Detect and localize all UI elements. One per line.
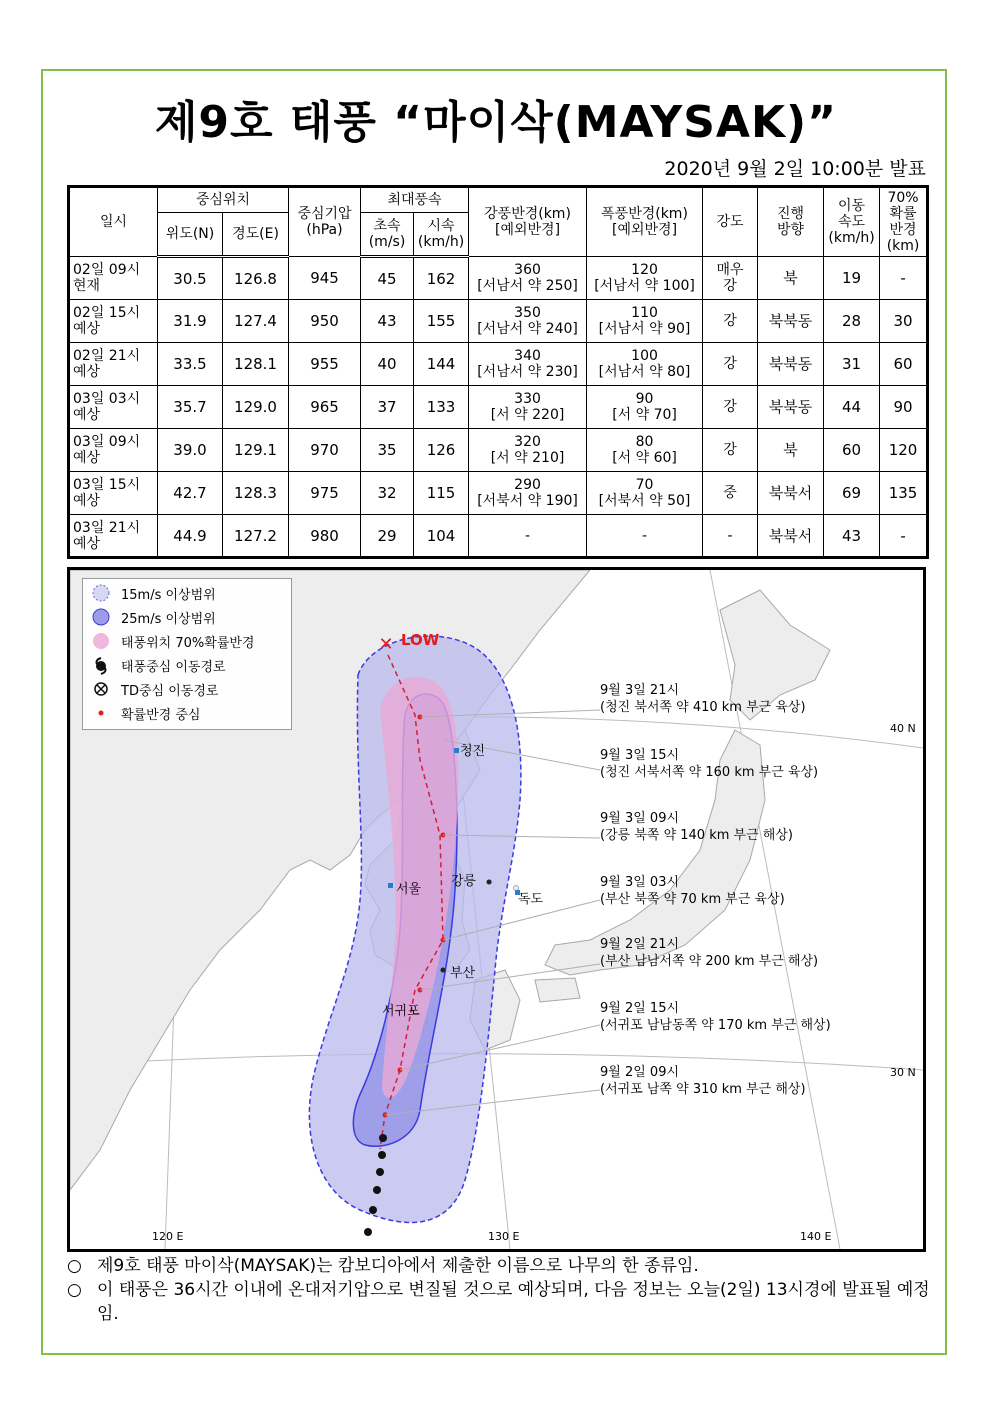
header-strong-radius: 강풍반경(km) [예외반경] <box>469 187 587 257</box>
header-kmh: 시속 (km/h) <box>414 213 469 257</box>
cell-dir: 북 <box>758 429 824 472</box>
track-callout <box>600 874 785 908</box>
legend-label: 25m/s 이상범위 <box>121 611 216 627</box>
bullet-circle-icon: ○ <box>67 1280 82 1300</box>
header-direction: 진행 방향 <box>758 187 824 257</box>
callout-desc: (서귀포 남쪽 약 310 km 부근 해상) <box>600 1082 806 1097</box>
cell-prob: 120 <box>880 429 928 472</box>
cell-time: 02일 09시 현재 <box>69 257 158 300</box>
track-callout <box>600 936 818 970</box>
typhoon-forecast-table <box>67 185 929 559</box>
header-storm-radius: 폭풍반경(km) [예외반경] <box>587 187 703 257</box>
legend-item <box>91 631 255 651</box>
cell-storm: 120 [서남서 약 100] <box>587 257 703 300</box>
axis-lon-120: 120 E <box>152 1230 184 1243</box>
callout-date: 9월 2일 09시 <box>600 1065 680 1080</box>
city-busan: 부산 <box>450 966 476 981</box>
header-pressure: 중심기압 (hPa) <box>289 187 361 257</box>
cell-lat: 31.9 <box>158 300 223 343</box>
header-center: 중심위치 <box>158 187 289 213</box>
header-prob: 70% 확률 반경 (km) <box>880 187 928 257</box>
callout-desc: (서귀포 남남동쪽 약 170 km 부근 해상) <box>600 1018 831 1033</box>
cell-storm: - <box>587 515 703 558</box>
cell-prob: - <box>880 257 928 300</box>
cell-strong: 330 [서 약 220] <box>469 386 587 429</box>
track-callout <box>600 1000 831 1034</box>
cell-kmh: 126 <box>414 429 469 472</box>
cell-storm: 80 [서 약 60] <box>587 429 703 472</box>
callout-desc: (청진 서북서쪽 약 160 km 부근 육상) <box>600 765 819 780</box>
cell-time: 03일 09시 예상 <box>69 429 158 472</box>
cell-lat: 42.7 <box>158 472 223 515</box>
cell-prob: 90 <box>880 386 928 429</box>
cell-dir: 북북동 <box>758 300 824 343</box>
cell-ms: 37 <box>361 386 414 429</box>
note-text: 제9호 태풍 마이삭(MAYSAK)는 캄보디아에서 제출한 이름으로 나무의 한 종류임. <box>97 1256 699 1276</box>
cell-hpa: 975 <box>289 472 361 515</box>
cell-kmh: 162 <box>414 257 469 300</box>
header-maxwind: 최대풍속 <box>361 187 469 213</box>
cell-time: 03일 03시 예상 <box>69 386 158 429</box>
callout-desc: (청진 북서쪽 약 410 km 부근 육상) <box>600 700 806 715</box>
cell-strong: 360 [서남서 약 250] <box>469 257 587 300</box>
cell-hpa: 955 <box>289 343 361 386</box>
legend-item <box>91 703 200 723</box>
cell-strong: 340 [서남서 약 230] <box>469 343 587 386</box>
legend-item <box>91 607 216 627</box>
typhoon-track-map <box>67 567 926 1252</box>
cell-lat: 39.0 <box>158 429 223 472</box>
cell-kmh: 115 <box>414 472 469 515</box>
cell-speed: 43 <box>824 515 880 558</box>
cell-hpa: 965 <box>289 386 361 429</box>
cell-lon: 128.3 <box>223 472 289 515</box>
cell-storm: 70 [서북서 약 50] <box>587 472 703 515</box>
cell-time: 03일 21시 예상 <box>69 515 158 558</box>
cell-intensity: - <box>703 515 758 558</box>
cell-lat: 44.9 <box>158 515 223 558</box>
cell-lon: 127.4 <box>223 300 289 343</box>
cell-prob: - <box>880 515 928 558</box>
city-dokdo: 독도 <box>518 892 544 907</box>
axis-lon-130: 130 E <box>488 1230 520 1243</box>
cell-time: 02일 15시 예상 <box>69 300 158 343</box>
cell-dir: 북북동 <box>758 343 824 386</box>
city-seogwipo: 서귀포 <box>382 1004 420 1019</box>
header-speed: 이동 속도 (km/h) <box>824 187 880 257</box>
cell-ms: 45 <box>361 257 414 300</box>
track-callout <box>600 682 806 716</box>
legend-label: 확률반경 중심 <box>121 707 201 723</box>
cell-prob: 30 <box>880 300 928 343</box>
header-ms: 초속 (m/s) <box>361 213 414 257</box>
axis-lat-30: 30 N <box>890 1066 916 1079</box>
cell-intensity: 강 <box>703 386 758 429</box>
cell-kmh: 155 <box>414 300 469 343</box>
cell-lon: 126.8 <box>223 257 289 300</box>
table-row <box>69 343 928 386</box>
cell-ms: 40 <box>361 343 414 386</box>
axis-lon-140: 140 E <box>800 1230 832 1243</box>
svg-text:✕: ✕ <box>378 634 394 655</box>
cell-speed: 19 <box>824 257 880 300</box>
cell-strong: 350 [서남서 약 240] <box>469 300 587 343</box>
cell-speed: 31 <box>824 343 880 386</box>
cell-hpa: 950 <box>289 300 361 343</box>
bullet-circle-icon: ○ <box>67 1256 82 1276</box>
cell-speed: 28 <box>824 300 880 343</box>
callout-desc: (강릉 북쪽 약 140 km 부근 해상) <box>600 828 793 843</box>
cell-ms: 29 <box>361 515 414 558</box>
track-callout <box>600 1064 806 1098</box>
cell-intensity: 강 <box>703 343 758 386</box>
red-dot-icon <box>91 703 115 723</box>
issued-time: 2020년 9월 2일 10:00분 발표 <box>664 158 926 180</box>
light-circle-icon <box>91 583 115 603</box>
table-row <box>69 257 928 300</box>
cell-dir: 북북서 <box>758 515 824 558</box>
cell-speed: 69 <box>824 472 880 515</box>
cell-ms: 32 <box>361 472 414 515</box>
legend-label: 15m/s 이상범위 <box>121 587 216 603</box>
note-item <box>67 1278 937 1326</box>
header-lat: 위도(N) <box>158 213 223 257</box>
cell-prob: 60 <box>880 343 928 386</box>
cell-storm: 100 [서남서 약 80] <box>587 343 703 386</box>
cell-lat: 30.5 <box>158 257 223 300</box>
cell-lon: 128.1 <box>223 343 289 386</box>
header-time: 일시 <box>69 187 158 257</box>
map-legend <box>82 578 292 730</box>
cell-prob: 135 <box>880 472 928 515</box>
note-item <box>67 1254 937 1278</box>
track-callout <box>600 810 793 844</box>
cell-speed: 44 <box>824 386 880 429</box>
notes <box>67 1254 937 1326</box>
cell-kmh: 133 <box>414 386 469 429</box>
legend-item <box>91 655 226 675</box>
pink-circle-icon <box>91 631 115 651</box>
cell-intensity: 강 <box>703 429 758 472</box>
city-cheongjin: 청진 <box>460 744 486 759</box>
cell-strong: 290 [서북서 약 190] <box>469 472 587 515</box>
track-callout <box>600 747 818 781</box>
legend-item <box>91 679 218 699</box>
cell-lon: 129.1 <box>223 429 289 472</box>
cell-hpa: 945 <box>289 257 361 300</box>
table-row <box>69 429 928 472</box>
dark-circle-icon <box>91 607 115 627</box>
callout-desc: (부산 북쪽 약 70 km 부근 육상) <box>600 892 785 907</box>
typhoon-symbol-icon <box>91 655 115 675</box>
header-lon: 경도(E) <box>223 213 289 257</box>
cell-time: 03일 15시 예상 <box>69 472 158 515</box>
axis-lat-40: 40 N <box>890 722 916 735</box>
cell-strong: - <box>469 515 587 558</box>
callout-date: 9월 2일 21시 <box>600 937 680 952</box>
callout-date: 9월 2일 15시 <box>600 1001 680 1016</box>
cell-intensity: 강 <box>703 300 758 343</box>
cell-intensity: 중 <box>703 472 758 515</box>
header-intensity: 강도 <box>703 187 758 257</box>
city-gangneung: 강릉 <box>451 874 477 889</box>
note-text: 이 태풍은 36시간 이내에 온대저기압으로 변질될 것으로 예상되며, 다음 정보는 오늘(2일) 13시경에 발표될 예정임. <box>97 1280 930 1324</box>
cell-dir: 북북서 <box>758 472 824 515</box>
city-seoul: 서울 <box>396 882 422 897</box>
callout-date: 9월 3일 09시 <box>600 811 680 826</box>
callout-desc: (부산 남남서쪽 약 200 km 부근 해상) <box>600 954 819 969</box>
legend-label: 태풍위치 70%확률반경 <box>121 635 255 651</box>
cell-hpa: 970 <box>289 429 361 472</box>
cell-ms: 43 <box>361 300 414 343</box>
callout-date: 9월 3일 03시 <box>600 875 680 890</box>
cell-intensity: 매우 강 <box>703 257 758 300</box>
legend-label: TD중심 이동경로 <box>121 683 219 699</box>
legend-label: 태풍중심 이동경로 <box>121 659 226 675</box>
table-row <box>69 386 928 429</box>
page-title: 제9호 태풍 “마이삭(MAYSAK)” <box>154 97 838 148</box>
cell-kmh: 104 <box>414 515 469 558</box>
cell-storm: 110 [서남서 약 90] <box>587 300 703 343</box>
cell-dir: 북 <box>758 257 824 300</box>
cell-kmh: 144 <box>414 343 469 386</box>
legend-item <box>91 583 216 603</box>
cell-ms: 35 <box>361 429 414 472</box>
callout-date: 9월 3일 15시 <box>600 748 680 763</box>
cell-storm: 90 [서 약 70] <box>587 386 703 429</box>
cell-dir: 북북동 <box>758 386 824 429</box>
cell-speed: 60 <box>824 429 880 472</box>
cell-lat: 35.7 <box>158 386 223 429</box>
table-row <box>69 300 928 343</box>
cell-hpa: 980 <box>289 515 361 558</box>
cell-time: 02일 21시 예상 <box>69 343 158 386</box>
cell-strong: 320 [서 약 210] <box>469 429 587 472</box>
cell-lon: 127.2 <box>223 515 289 558</box>
callout-date: 9월 3일 21시 <box>600 683 680 698</box>
cell-lon: 129.0 <box>223 386 289 429</box>
low-label: LOW <box>401 631 440 649</box>
td-symbol-icon <box>91 679 115 699</box>
table-row <box>69 515 928 558</box>
table-row <box>69 472 928 515</box>
cell-lat: 33.5 <box>158 343 223 386</box>
